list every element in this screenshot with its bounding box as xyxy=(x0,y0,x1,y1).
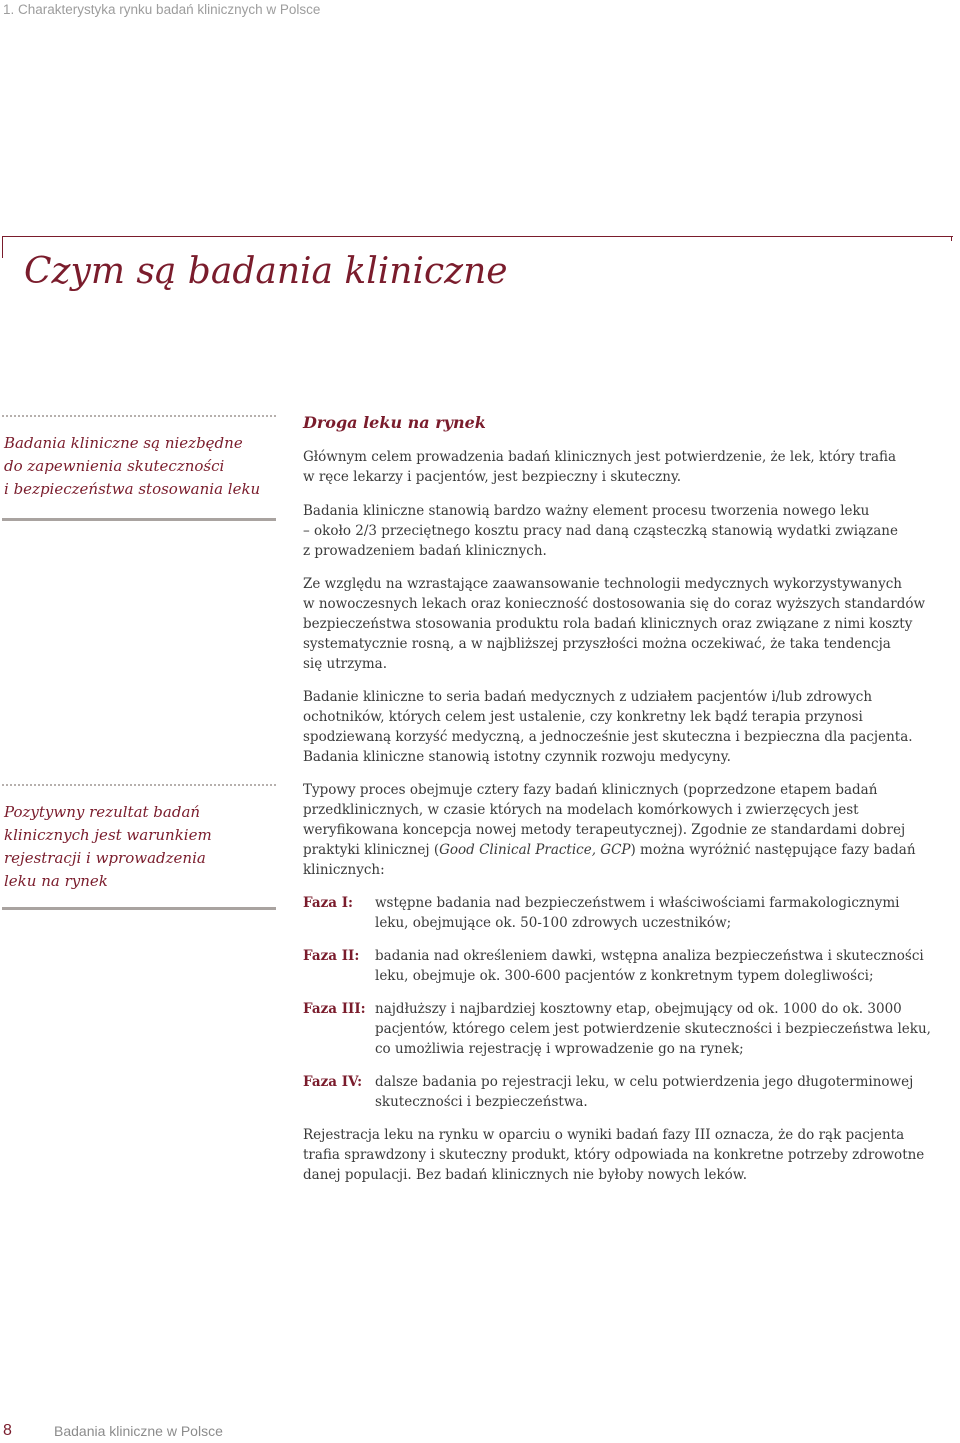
paragraph xyxy=(303,447,945,487)
phase-label: Faza III: xyxy=(303,1001,366,1017)
text-line: – około 2/3 przeciętnego kosztu pracy nad daną cząsteczką stanowią wydatki związane xyxy=(303,523,898,539)
running-header: 1. Charakterystyka rynku badań klinicznych w Polsce xyxy=(3,2,321,17)
phase-item xyxy=(303,893,945,933)
callout-text xyxy=(4,432,276,501)
phase-description xyxy=(375,893,945,933)
phase-item xyxy=(303,1072,945,1112)
phase-description xyxy=(375,999,945,1059)
text-line: Typowy proces obejmuje cztery fazy badań klinicznych (poprzedzone etapem badań xyxy=(303,782,878,798)
bracket-horizontal-rule xyxy=(2,236,953,237)
page-number: 8 xyxy=(3,1422,12,1439)
text-line: trafia sprawdzony i skuteczny produkt, który odpowiada na konkretne potrzeby zdrowotne xyxy=(303,1147,925,1163)
gcp-term: Good Clinical Practice, GCP xyxy=(439,842,631,858)
paragraph-phases-intro xyxy=(303,780,945,880)
text-line: systematycznie rosną, a w najbliższej przyszłości można oczekiwać, że taka tendencja xyxy=(303,636,891,652)
paragraph xyxy=(303,687,945,767)
paragraph xyxy=(303,574,945,674)
text-line: dalsze badania po rejestracji leku, w celu potwierdzenia jego długoterminowej xyxy=(375,1074,914,1090)
text-line: co umożliwia rejestrację i wprowadzenie go na rynek; xyxy=(375,1041,744,1057)
text-line: Badania kliniczne stanowią istotny czynnik rozwoju medycyny. xyxy=(303,749,731,765)
text-line: wstępne badania nad bezpieczeństwem i właściwościami farmakologicznymi xyxy=(375,895,900,911)
text-line: leku, obejmuje ok. 300-600 pacjentów z konkretnym typem dolegliwości; xyxy=(375,968,874,984)
phase-description xyxy=(375,946,945,986)
text-segment: ) można wyróżnić następujące fazy badań xyxy=(630,842,916,858)
callout-line: klinicznych jest warunkiem xyxy=(4,826,212,844)
text-line: klinicznych: xyxy=(303,862,385,878)
text-line: z prowadzeniem badań klinicznych. xyxy=(303,543,547,559)
section-heading: Droga leku na rynek xyxy=(303,413,486,432)
text-line: weryfikowana koncepcja nowej metody terapeutycznej). Zgodnie ze standardami dobrej xyxy=(303,822,906,838)
text-line: leku, obejmujące ok. 50-100 zdrowych uczestników; xyxy=(375,915,732,931)
text-line: badania nad określeniem dawki, wstępna analiza bezpieczeństwa i skuteczności xyxy=(375,948,924,964)
text-line: Rejestracja leku na rynku w oparciu o wyniki badań fazy III oznacza, że do rąk pacjenta xyxy=(303,1127,905,1143)
text-line: najdłuższy i najbardziej kosztowny etap, obejmujący od ok. 1000 do ok. 3000 xyxy=(375,1001,902,1017)
publication-title: Badania kliniczne w Polsce xyxy=(54,1423,223,1439)
text-line: pacjentów, którego celem jest potwierdzenie skuteczności i bezpieczeństwa leku, xyxy=(375,1021,931,1037)
callout-line: rejestracji i wprowadzenia xyxy=(4,849,206,867)
phase-item xyxy=(303,946,945,986)
page-title: Czym są badania kliniczne xyxy=(24,251,508,292)
phase-label: Faza IV: xyxy=(303,1074,363,1090)
dotted-rule xyxy=(2,415,276,417)
text-line: ochotników, których celem jest ustalenie, czy konkretny lek bądź terapia przynosi xyxy=(303,709,863,725)
text-line: Ze względu na wzrastające zaawansowanie technologii medycznych wykorzystywanych xyxy=(303,576,902,592)
callout-line: Pozytywny rezultat badań xyxy=(4,803,201,821)
text-line xyxy=(303,840,945,860)
text-line: skuteczności i bezpieczeństwa. xyxy=(375,1094,588,1110)
text-line: Badania kliniczne stanowią bardzo ważny element procesu tworzenia nowego leku xyxy=(303,503,870,519)
text-segment: praktyki klinicznej ( xyxy=(303,842,440,858)
phase-label: Faza II: xyxy=(303,948,360,964)
callout-line: do zapewnienia skuteczności xyxy=(4,457,225,475)
phase-item xyxy=(303,999,945,1059)
callout-line: i bezpieczeństwa stosowania leku xyxy=(4,480,261,498)
callout-bar xyxy=(2,518,276,521)
text-line: w ręce lekarzy i pacjentów, jest bezpieczny i skuteczny. xyxy=(303,469,682,485)
text-line: bezpieczeństwa stosowania produktu rola badań klinicznych oraz związane z nimi koszty xyxy=(303,616,913,632)
callout-bar xyxy=(2,907,276,910)
bracket-right-tick xyxy=(951,236,952,241)
callout-text xyxy=(4,801,276,893)
paragraph-closing xyxy=(303,1125,945,1185)
phase-label: Faza I: xyxy=(303,895,354,911)
text-line: przedklinicznych, w czasie których na modelach komórkowych i zwierzęcych jest xyxy=(303,802,859,818)
callout-line: leku na rynek xyxy=(4,872,108,890)
text-line: Głównym celem prowadzenia badań klinicznych jest potwierdzenie, że lek, który trafia xyxy=(303,449,897,465)
text-line: Badanie kliniczne to seria badań medycznych z udziałem pacjentów i/lub zdrowych xyxy=(303,689,873,705)
text-line: w nowoczesnych lekach oraz konieczność dostosowania się do coraz wyższych standardów xyxy=(303,596,926,612)
bracket-left-tick xyxy=(2,236,3,258)
callout-line: Badania kliniczne są niezbędne xyxy=(4,434,243,452)
text-line: danej populacji. Bez badań klinicznych nie byłoby nowych leków. xyxy=(303,1167,748,1183)
paragraph xyxy=(303,501,945,561)
phase-description xyxy=(375,1072,945,1112)
text-line: spodziewaną korzyść medyczną, a jednocześnie jest skuteczna i bezpieczna dla pacjenta. xyxy=(303,729,913,745)
text-line: się utrzyma. xyxy=(303,656,387,672)
dotted-rule xyxy=(2,784,276,786)
